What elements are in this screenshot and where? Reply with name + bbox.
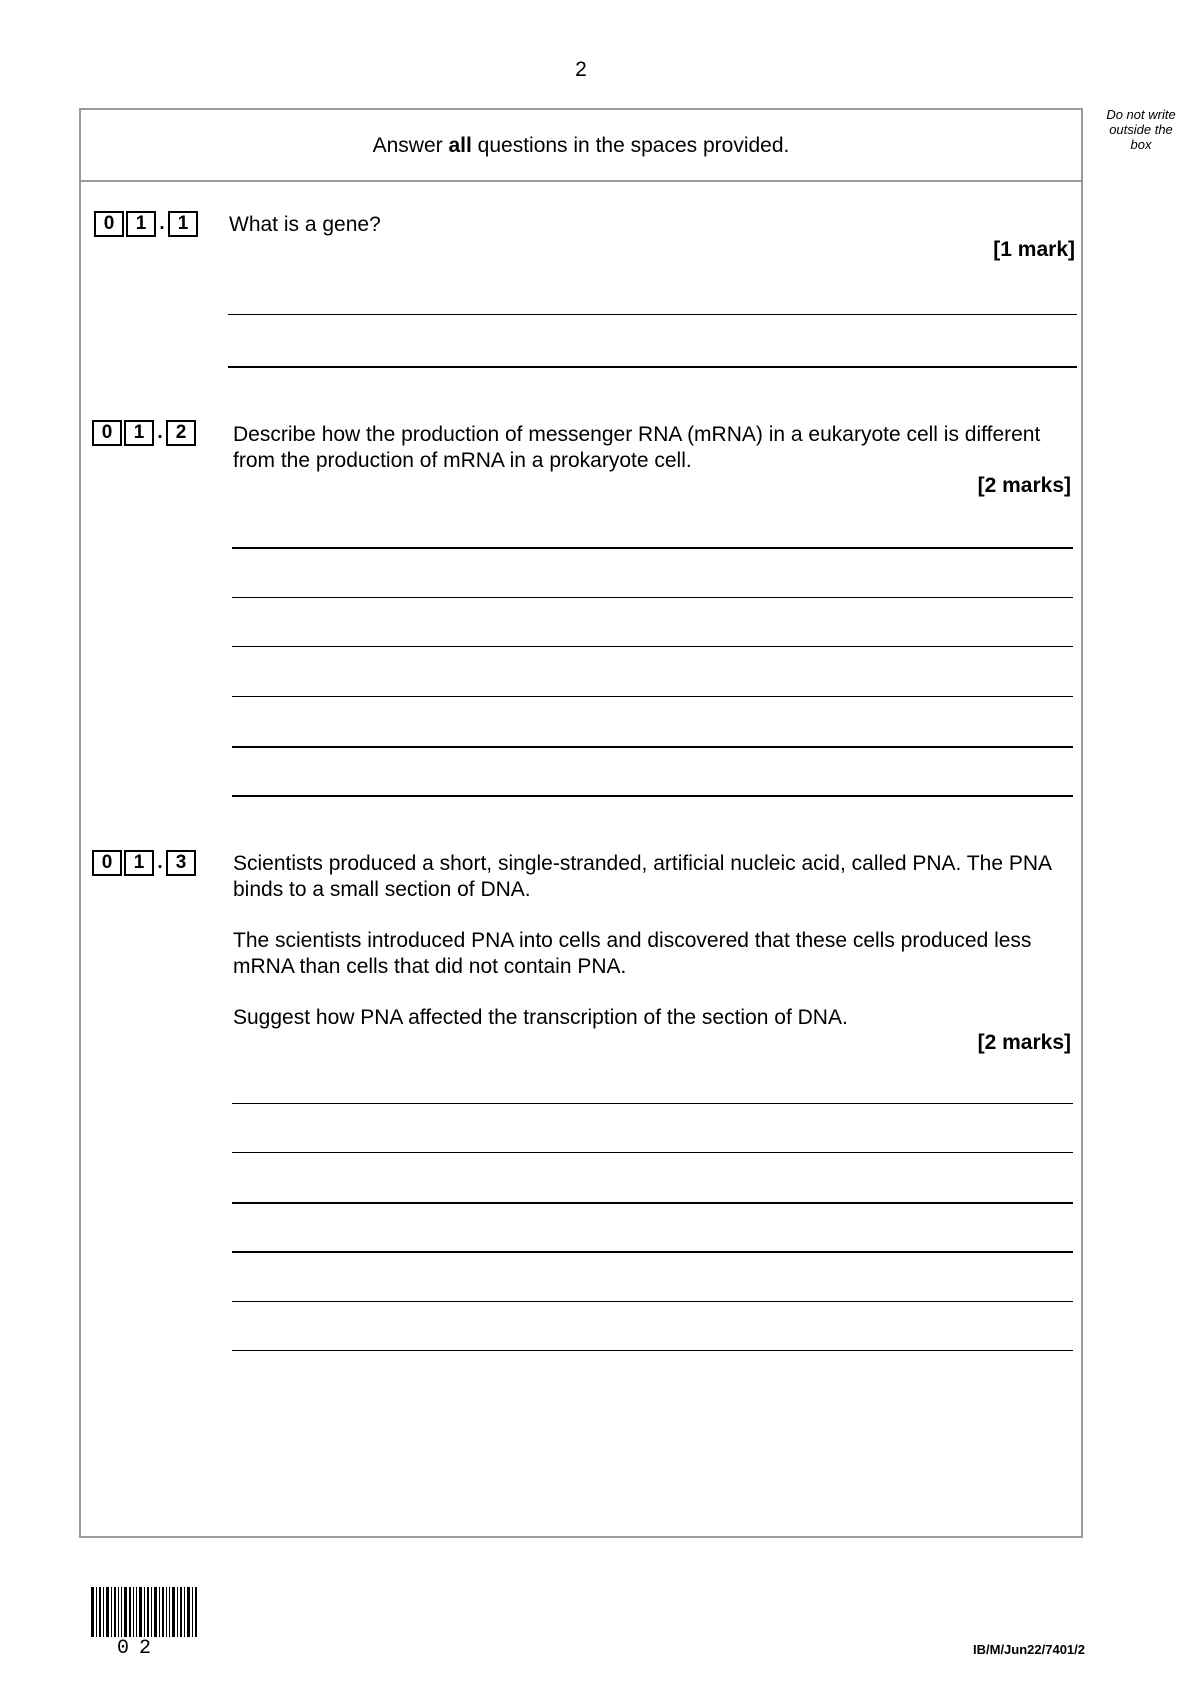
answer-line[interactable] [232, 1103, 1073, 1104]
answer-line[interactable] [228, 366, 1077, 368]
marks-label: [1 mark] [993, 238, 1075, 261]
question-digit: 1 [124, 420, 154, 446]
question-digit: 2 [166, 420, 196, 446]
question-paragraph: Suggest how PNA affected the transcription of the section of DNA. [233, 1006, 848, 1029]
marks-label: [2 marks] [977, 474, 1071, 497]
answer-line[interactable] [232, 597, 1073, 598]
margin-note-line-2: outside the [1109, 122, 1173, 137]
barcode-number: 02 [117, 1637, 162, 1660]
answer-line[interactable] [232, 1251, 1073, 1253]
question-paragraph: What is a gene? [229, 213, 381, 236]
instruction-before: Answer [372, 134, 449, 157]
marks-label: [2 marks] [977, 1031, 1071, 1054]
question-dot: . [157, 422, 163, 443]
margin-note-line-1: Do not write [1106, 107, 1176, 122]
question-digit: 0 [92, 850, 122, 876]
margin-note [1093, 107, 1189, 152]
instruction-bold: all [448, 134, 472, 157]
question-paragraph: Scientists produced a short, single-stranded, artificial nucleic acid, called PNA. The PNA binds to a small section of DNA. [233, 852, 1051, 901]
answer-line[interactable] [232, 746, 1073, 748]
page-number: 2 [575, 58, 587, 81]
question-number-01-2 [92, 420, 196, 446]
question-digit: 1 [126, 211, 156, 237]
question-text-01-3 [233, 851, 1073, 1031]
answer-line[interactable] [228, 314, 1077, 315]
instruction-text [79, 134, 1083, 158]
question-paragraph: Describe how the production of messenger RNA (mRNA) in a eukaryote cell is different from the production of mRNA in a prokaryote cell. [233, 423, 1041, 472]
margin-note-line-3: box [1130, 137, 1152, 152]
question-digit: 1 [168, 211, 198, 237]
question-dot: . [159, 213, 165, 234]
instruction-after: questions in the spaces provided. [471, 134, 790, 157]
question-paragraph: The scientists introduced PNA into cells and discovered that these cells produced less mRNA than cells that did not contain PNA. [233, 929, 1032, 978]
answer-line[interactable] [232, 795, 1073, 797]
paper-reference: IB/M/Jun22/7401/2 [973, 1642, 1085, 1657]
answer-line[interactable] [232, 696, 1073, 697]
answer-line[interactable] [232, 1202, 1073, 1204]
question-number-01-1 [94, 211, 198, 237]
question-digit: 0 [92, 420, 122, 446]
question-dot: . [157, 852, 163, 873]
question-digit: 0 [94, 211, 124, 237]
question-text-01-2 [233, 422, 1073, 474]
answer-line[interactable] [232, 1152, 1073, 1153]
answer-line[interactable] [232, 1350, 1073, 1351]
answer-line[interactable] [232, 646, 1073, 647]
question-text-01-1 [229, 212, 1074, 238]
question-number-01-3 [92, 850, 196, 876]
barcode-icon [91, 1587, 199, 1637]
answer-frame [79, 108, 1083, 1538]
answer-line[interactable] [232, 1301, 1073, 1302]
question-digit: 3 [166, 850, 196, 876]
answer-line[interactable] [232, 547, 1073, 549]
question-digit: 1 [124, 850, 154, 876]
